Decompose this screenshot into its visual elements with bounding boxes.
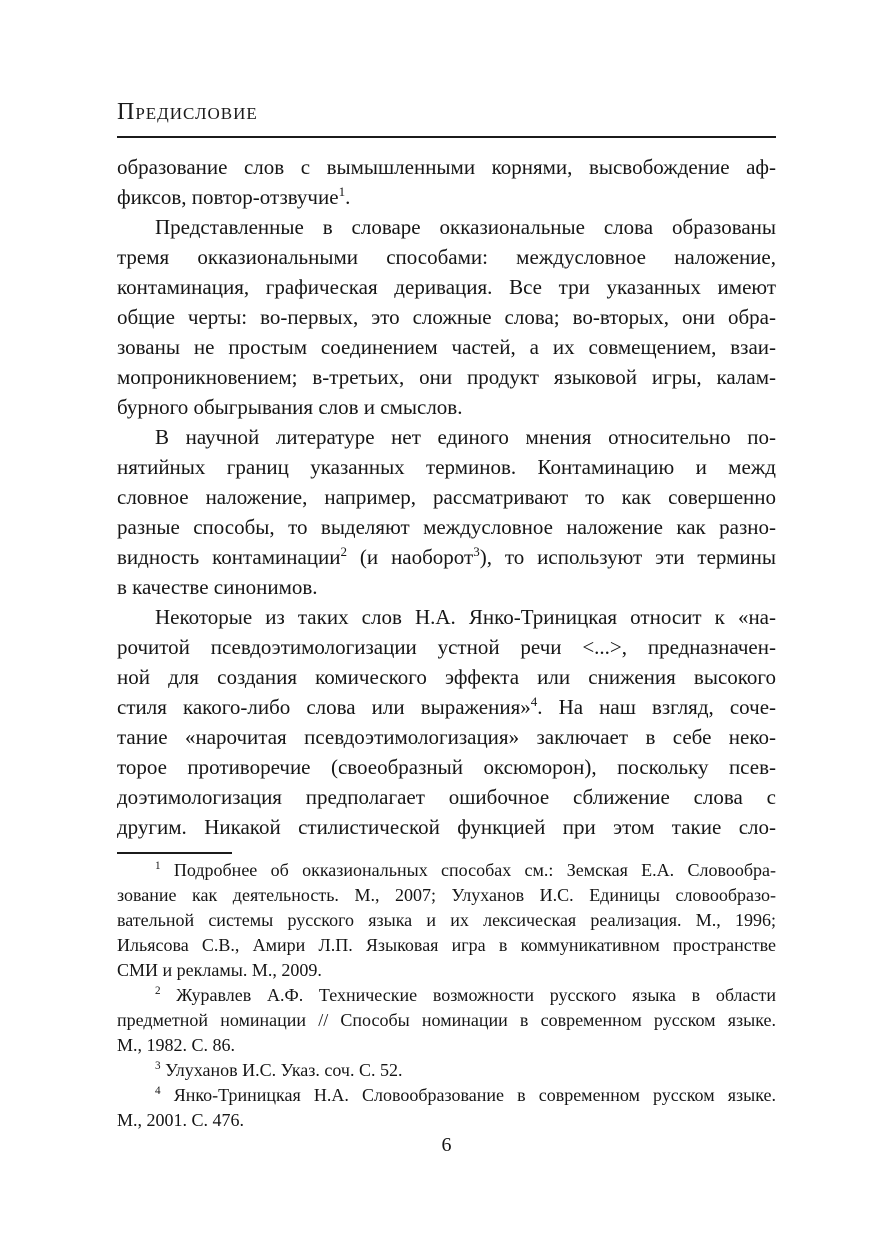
text-line: образование слов с вымышленными корнями, высвобождение аф- [117, 155, 776, 179]
footnote-reference: 3 [155, 1060, 161, 1072]
text-line: вательной системы русского языка и их лексическая реализация. М., 1996; [117, 910, 776, 930]
text-line: $^4$ Янко-Триницкая Н.А. Словообразование в современном русском языке. [155, 1085, 776, 1105]
text-line: видность контаминации$^2$ (и наоборот$^3$), то используют эти термины [117, 544, 776, 569]
footnote [117, 983, 776, 1058]
page-number: 6 [441, 1134, 452, 1156]
text-line: нятийных границ указанных терминов. Контаминацию и межд [117, 455, 776, 479]
footnote [117, 858, 776, 983]
text-line: контаминация, графическая деривация. Все три указанных имеют [117, 275, 776, 299]
footnote [117, 1058, 776, 1083]
footnote-reference: 1 [155, 860, 161, 872]
text-line: $^2$ Журавлев А.Ф. Технические возможности русского языка в области [155, 985, 776, 1005]
text-line: тание «нарочитая псевдоэтимологизация» заключает в себе неко- [117, 725, 776, 749]
paragraph [117, 422, 776, 602]
text-line: стиля какого-либо слова или выражения»$^4$. На наш взгляд, соче- [117, 694, 777, 719]
footnote-reference: 4 [530, 694, 538, 709]
text-line: СМИ и рекламы. М., 2009. [117, 960, 322, 980]
body-text [117, 152, 776, 842]
text-line: общие черты: во-первых, это сложные слова; во-вторых, они обра- [117, 305, 776, 329]
text-line: мопроникновением; в-третьих, они продукт языковой игры, калам- [117, 365, 776, 389]
text-line: в качестве синонимов. [117, 575, 318, 599]
text-line: $^3$ Улуханов И.С. Указ. соч. С. 52. [155, 1060, 403, 1080]
text-line: торое противоречие (своеобразный оксюморон), поскольку псев- [117, 755, 776, 779]
text-line: В научной литературе нет единого мнения относительно по- [155, 425, 776, 449]
text-line: ной для создания комического эффекта или снижения высокого [117, 665, 776, 689]
paragraph [117, 212, 776, 422]
paragraph [117, 602, 776, 842]
text-line: разные способы, то выделяют междусловное наложение как разно- [117, 515, 776, 539]
text-line: Представленные в словаре окказиональные слова образованы [155, 215, 776, 239]
text-line: фиксов, повтор-отзвучие$^1$. [117, 184, 351, 209]
text-line: рочитой псевдоэтимологизации устной речи <...>, предназначен- [117, 635, 776, 659]
text-line: другим. Никакой стилистической функцией при этом такие сло- [117, 815, 776, 839]
text-line: М., 2001. С. 476. [117, 1110, 245, 1130]
text-line: М., 1982. С. 86. [117, 1035, 236, 1055]
footnote-separator [117, 852, 232, 854]
paragraph [117, 152, 776, 212]
footnote-reference: 4 [155, 1085, 161, 1097]
text-line: зованы не простым соединением частей, а их совмещением, взаи- [117, 335, 776, 359]
text-line: словное наложение, например, рассматривают то как совершенно [117, 485, 776, 509]
text-line: доэтимологизация предполагает ошибочное сближение слова с [117, 785, 776, 809]
footnote-reference: 1 [338, 184, 346, 199]
text-line: тремя окказиональными способами: междусловное наложение, [117, 245, 776, 269]
footnote [117, 1083, 776, 1133]
footnote-reference: 2 [155, 985, 161, 997]
footnotes [117, 858, 776, 1133]
running-head: Предисловие [117, 99, 258, 125]
footnote-reference: 2 [340, 544, 348, 559]
text-line: $^1$ Подробнее об окказиональных способах см.: Земская Е.А. Словообра- [155, 860, 776, 880]
text-line: зование как деятельность. М., 2007; Улуханов И.С. Единицы словообразо- [117, 885, 776, 905]
text-line: Некоторые из таких слов Н.А. Янко-Триницкая относит к «на- [155, 605, 776, 629]
text-line: предметной номинации // Способы номинации в современном русском языке. [117, 1010, 776, 1030]
header-rule [117, 136, 776, 138]
footnote-reference: 3 [473, 544, 480, 559]
text-line: бурного обыгрывания слов и смыслов. [117, 395, 463, 419]
text-line: Ильясова С.В., Амири Л.П. Языковая игра в коммуникативном пространстве [117, 935, 776, 955]
